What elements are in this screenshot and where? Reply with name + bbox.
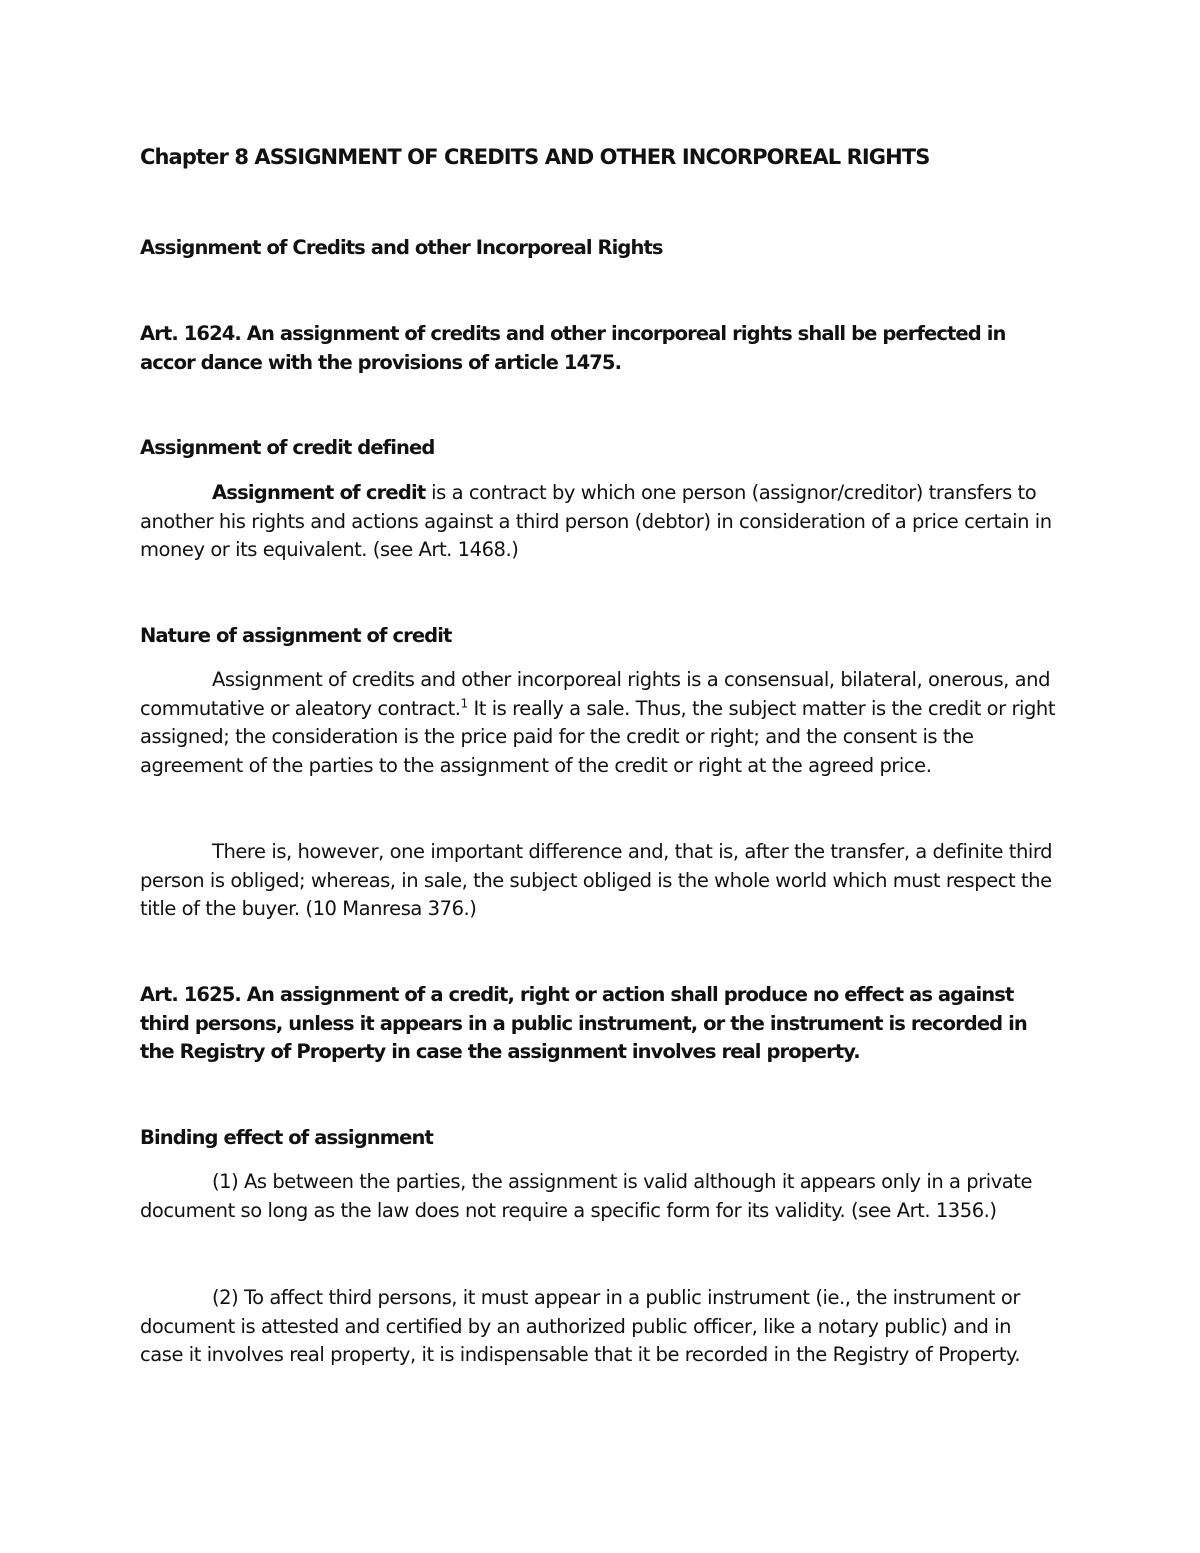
- binding-item-1: (1) As between the parties, the assignment is valid although it appears only in a private document so long as the law does not require a specific form for its validity. (see Art. 1356.): [140, 1170, 1033, 1222]
- article-1625: Art. 1625. An assignment of a credit, right or action shall produce no effect as against third persons, unless it appears in a public instrument, or the instrument is recorded in the Registry of Property in case the assignment involves real property.: [140, 983, 1027, 1063]
- definition-text: is a contract by which one person (assignor/creditor) transfers to another his rights and actions against a third person (debtor) in consideration of a price certain in money or its equivalent. (see Art. 1468.): [140, 481, 1052, 561]
- nature-paragraph-1-text-b: It is really a sale. Thus, the subject matter is the credit or right assigned; the consideration is the price paid for the credit or right; and the consent is the agreement of the parties to the assignment of the credit or right at the agreed price.: [140, 696, 1056, 777]
- article-1624: Art. 1624. An assignment of credits and other incorporeal rights shall be perfected in accor dance with the provisions of article 1475.: [140, 322, 1006, 374]
- nature-paragraph-1: [140, 666, 1055, 780]
- definition-paragraph: [140, 479, 1055, 565]
- definition-term: Assignment of credit: [212, 481, 426, 504]
- chapter-title: Chapter 8 ASSIGNMENT OF CREDITS AND OTHER INCORPOREAL RIGHTS: [140, 145, 930, 169]
- section-heading: Assignment of Credits and other Incorporeal Rights: [140, 236, 663, 259]
- definition-heading: Assignment of credit defined: [140, 436, 435, 459]
- footnote-reference: 1: [460, 696, 468, 710]
- binding-item-2: (2) To affect third persons, it must appear in a public instrument (ie., the instrument or document is attested and certified by an authorized public officer, like a notary public) and in case it involves real property, it is indispensable that it be recorded in the Registry of Property.: [140, 1286, 1021, 1366]
- binding-heading: Binding effect of assignment: [140, 1126, 433, 1149]
- nature-paragraph-2: There is, however, one important difference and, that is, after the transfer, a definite third person is obliged; whereas, in sale, the subject obliged is the whole world which must respect the title of the buyer. (10 Manresa 376.): [140, 840, 1053, 920]
- nature-heading: Nature of assignment of credit: [140, 624, 452, 647]
- nature-paragraph-1-text-a: Assignment of credits and other incorporeal rights is a consensual, bilateral, onerous, and commutative or aleatory contract.: [140, 668, 1050, 720]
